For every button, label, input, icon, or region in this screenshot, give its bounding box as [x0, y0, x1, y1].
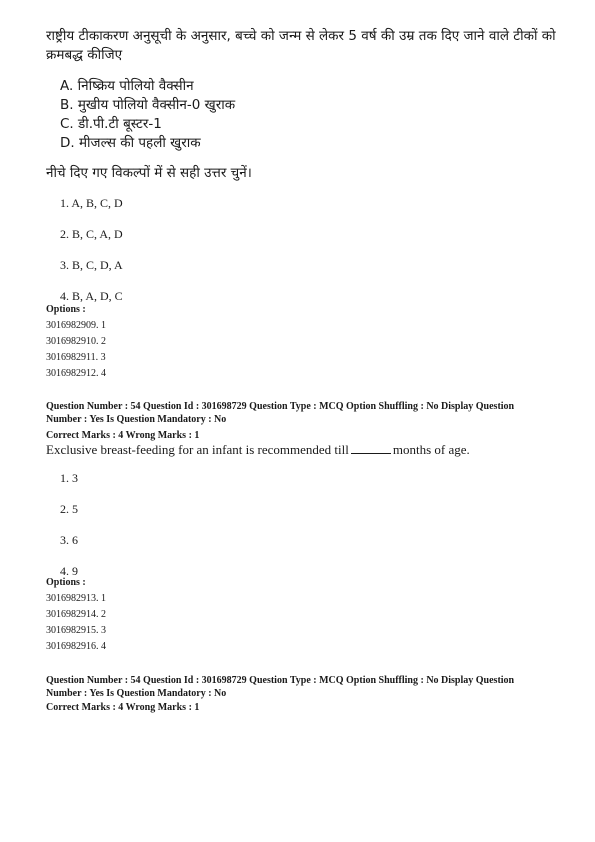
- question-text: [46, 442, 470, 458]
- option-id: 3016982913. 1: [46, 593, 106, 604]
- question-meta-line1: Question Number : 54 Question Id : 301698729 Question Type : MCQ Option Shuffling : No Display Question: [46, 401, 515, 412]
- options-label: Options :: [46, 304, 86, 315]
- question-meta-line2: Number : Yes Is Question Mandatory : No: [46, 414, 227, 425]
- answer-choice: 3. B, C, D, A: [60, 258, 123, 272]
- option-id: 3016982912. 4: [46, 368, 106, 379]
- option-id: 3016982916. 4: [46, 641, 106, 652]
- option-id: 3016982915. 3: [46, 625, 106, 636]
- option-id: 3016982910. 2: [46, 336, 106, 347]
- answer-choice: 2. B, C, A, D: [60, 227, 123, 241]
- option-id: 3016982909. 1: [46, 320, 106, 331]
- options-label: Options :: [46, 577, 86, 588]
- list-item: D. मीजल्स की पहली खुराक: [60, 135, 201, 151]
- answer-choice: 3. 6: [60, 533, 78, 547]
- answer-choice: 1. 3: [60, 471, 78, 485]
- question-text-before: Exclusive breast-feeding for an infant is recommended till: [46, 442, 349, 457]
- question-meta: [46, 400, 556, 426]
- question-text-line1: राष्ट्रीय टीकाकरण अनुसूची के अनुसार, बच्चे को जन्म से लेकर 5 वर्ष की उम्र तक दिए जाने वाले टीकों को: [46, 28, 556, 44]
- answer-choice: 1. A, B, C, D: [60, 196, 123, 210]
- question-text-line2: क्रमबद्ध कीजिए: [46, 47, 123, 63]
- question-meta-line2: Number : Yes Is Question Mandatory : No: [46, 688, 227, 699]
- option-id: 3016982914. 2: [46, 609, 106, 620]
- option-id: 3016982911. 3: [46, 352, 106, 363]
- question-text-after: months of age.: [392, 442, 470, 457]
- question-meta: [46, 674, 556, 700]
- list-item: C. डी.पी.टी बूस्टर-1: [60, 116, 162, 132]
- question-meta-line1: Question Number : 54 Question Id : 301698729 Question Type : MCQ Option Shuffling : No Display Question: [46, 675, 515, 686]
- marks-text: Correct Marks : 4 Wrong Marks : 1: [46, 430, 200, 441]
- instruction-text: नीचे दिए गए विकल्पों में से सही उत्तर चुनें।: [46, 165, 252, 181]
- list-item: B. मुखीय पोलियो वैक्सीन-0 खुराक: [60, 97, 236, 113]
- marks-text: Correct Marks : 4 Wrong Marks : 1: [46, 702, 200, 713]
- answer-choice: 4. B, A, D, C: [60, 289, 123, 303]
- answer-blank: [351, 443, 391, 454]
- answer-choice: 4. 9: [60, 564, 78, 578]
- answer-choice: 2. 5: [60, 502, 78, 516]
- list-item: A. निष्क्रिय पोलियो वैक्सीन: [60, 78, 194, 94]
